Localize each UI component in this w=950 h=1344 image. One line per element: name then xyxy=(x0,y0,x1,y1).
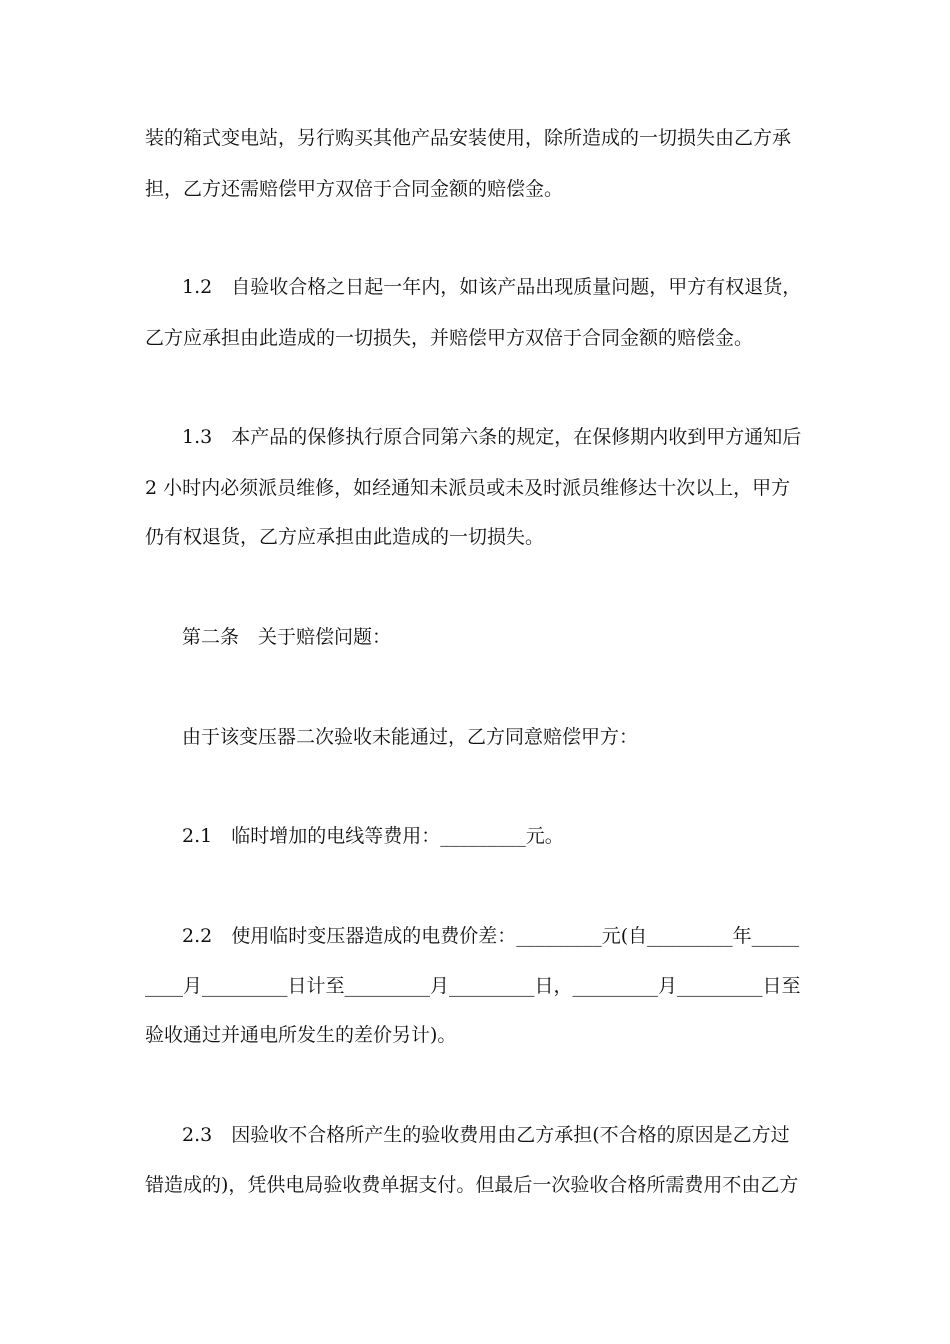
clause-1-3-line-2: 2 小时内必须派员维修，如经通知未派员或未及时派员维修达十次以上，甲方 xyxy=(145,477,791,499)
clause-1-3-line-1: 1.3 本产品的保修执行原合同第六条的规定，在保修期内收到甲方通知后 xyxy=(182,426,802,448)
paragraph-1-1-continued-line-1: 装的箱式变电站，另行购买其他产品安装使用，除所造成的一切损失由乙方承 xyxy=(145,127,792,149)
clause-1-3-line-3: 仍有权退货，乙方应承担由此造成的一切损失。 xyxy=(145,526,545,548)
paragraph-1-1-continued-line-2: 担，乙方还需赔偿甲方双倍于合同金额的赔偿金。 xyxy=(145,178,564,200)
clause-1-2-line-2: 乙方应承担由此造成的一切损失，并赔偿甲方双倍于合同金额的赔偿金。 xyxy=(145,327,754,349)
clause-2-2-line-2: ____月_________日计至_________月_________日，_________月_________日至 xyxy=(145,975,801,997)
clause-2-3-line-2: 错造成的)，凭供电局验收费单据支付。但最后一次验收合格所需费用不由乙方 xyxy=(145,1174,799,1196)
clause-2-1-line-1: 2.1 临时增加的电线等费用：_________元。 xyxy=(182,825,564,847)
clause-1-2-line-1: 1.2 自验收合格之日起一年内，如该产品出现质量问题，甲方有权退货， xyxy=(182,276,802,298)
article-2-heading: 第二条 关于赔偿问题： xyxy=(182,626,392,648)
clause-2-2-line-3: 验收通过并通电所发生的差价另计)。 xyxy=(145,1024,457,1046)
clause-2-3-line-1: 2.3 因验收不合格所产生的验收费用由乙方承担(不合格的原因是乙方过 xyxy=(182,1124,790,1146)
clause-2-2-line-1: 2.2 使用临时变压器造成的电费价差：_________元(自_________年_____ xyxy=(182,925,800,947)
article-2-intro: 由于该变压器二次验收未能通过，乙方同意赔偿甲方： xyxy=(182,726,639,748)
